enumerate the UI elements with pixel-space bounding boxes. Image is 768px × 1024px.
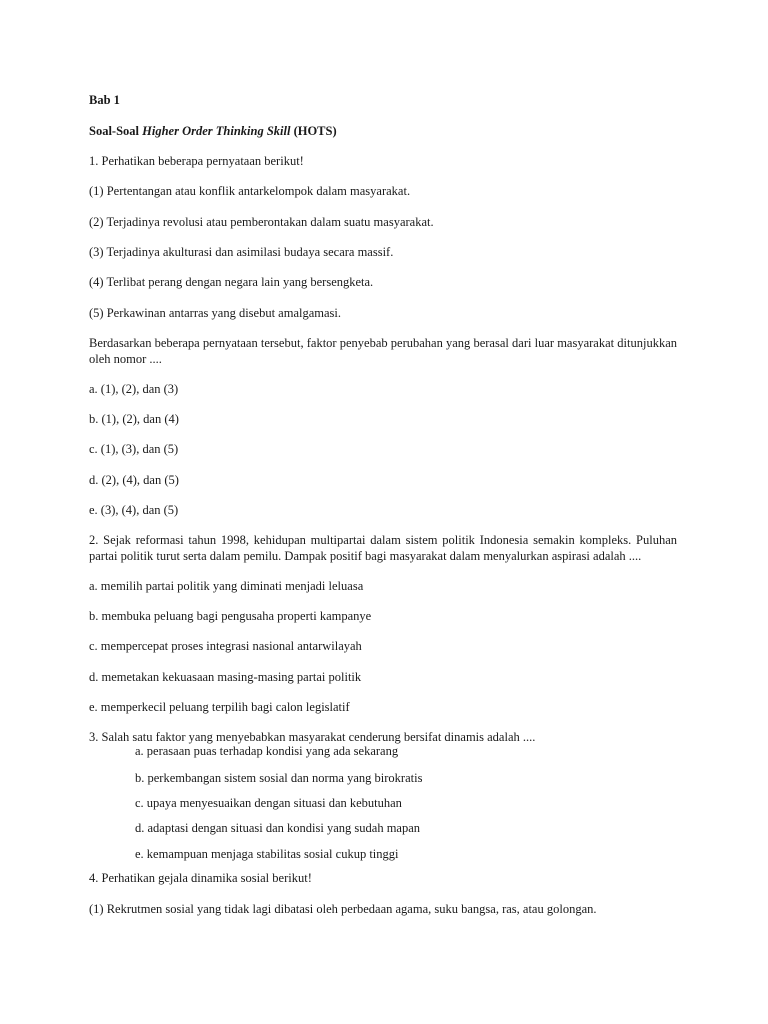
q3-option-a: a. perasaan puas terhadap kondisi yang ada sekarang [135, 744, 399, 758]
q3-option-e: e. kemampuan menjaga stabilitas sosial cukup tinggi [135, 847, 399, 861]
q2-option-e: e. memperkecil peluang terpilih bagi calon legislatif [89, 700, 350, 714]
q1-statement-3: (3) Terjadinya akulturasi dan asimilasi budaya secara massif. [89, 245, 394, 259]
q3-option-b: b. perkembangan sistem sosial dan norma yang birokratis [135, 771, 423, 785]
q1-option-c: c. (1), (3), dan (5) [89, 442, 179, 456]
section-heading [89, 123, 337, 139]
chapter-heading: Bab 1 [89, 93, 120, 107]
section-heading-italic: Higher Order Thinking Skill [142, 124, 291, 138]
q1-option-a: a. (1), (2), dan (3) [89, 382, 179, 396]
q1-statement-5: (5) Perkawinan antarras yang disebut amalgamasi. [89, 306, 341, 320]
q2-option-b: b. membuka peluang bagi pengusaha properti kampanye [89, 609, 372, 623]
q2-stem: 2. Sejak reformasi tahun 1998, kehidupan multipartai dalam sistem politik Indonesia semakin kompleks. Puluhan partai politik turut serta dalam pemilu. Dampak positif bagi masyarakat dalam menyalurkan aspirasi adalah .... [89, 533, 677, 563]
q3-stem: 3. Salah satu faktor yang menyebabkan masyarakat cenderung bersifat dinamis adalah .... [89, 730, 536, 744]
q1-statement-1: (1) Pertentangan atau konflik antarkelompok dalam masyarakat. [89, 184, 411, 198]
q4-statement-1: (1) Rekrutmen sosial yang tidak lagi dibatasi oleh perbedaan agama, suku bangsa, ras, atau golongan. [89, 902, 597, 916]
q1-option-d: d. (2), (4), dan (5) [89, 473, 179, 487]
q4-stem: 4. Perhatikan gejala dinamika sosial berikut! [89, 871, 312, 885]
q2-option-a: a. memilih partai politik yang diminati menjadi leluasa [89, 579, 364, 593]
q1-option-b: b. (1), (2), dan (4) [89, 412, 179, 426]
q1-statement-4: (4) Terlibat perang dengan negara lain yang bersengketa. [89, 275, 374, 289]
section-heading-prefix: Soal-Soal [89, 124, 143, 138]
section-heading-suffix: (HOTS) [290, 124, 337, 138]
q1-question: Berdasarkan beberapa pernyataan tersebut, faktor penyebab perubahan yang berasal dari luar masyarakat ditunjukkan oleh nomor .... [89, 336, 677, 366]
q3-option-d: d. adaptasi dengan situasi dan kondisi yang sudah mapan [135, 821, 421, 835]
q3-option-c: c. upaya menyesuaikan dengan situasi dan kebutuhan [135, 796, 402, 810]
q1-stem: 1. Perhatikan beberapa pernyataan berikut! [89, 154, 304, 168]
q2-option-c: c. mempercepat proses integrasi nasional antarwilayah [89, 639, 362, 653]
q1-statement-2: (2) Terjadinya revolusi atau pemberontakan dalam suatu masyarakat. [89, 215, 434, 229]
q1-option-e: e. (3), (4), dan (5) [89, 503, 179, 517]
q2-option-d: d. memetakan kekuasaan masing-masing partai politik [89, 670, 362, 684]
